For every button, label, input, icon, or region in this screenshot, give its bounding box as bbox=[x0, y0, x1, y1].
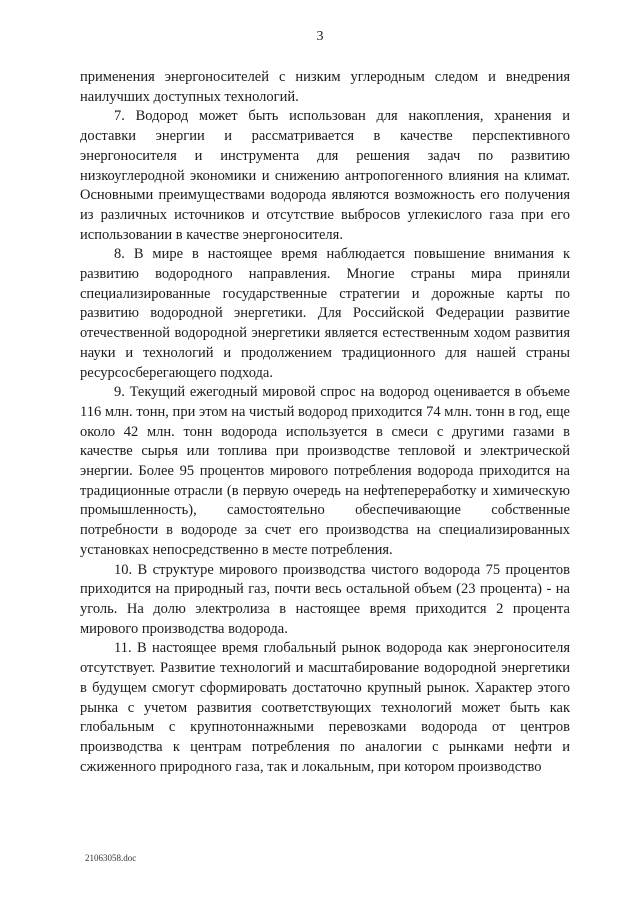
paragraph-9: 9. Текущий ежегодный мировой спрос на водород оценивается в объеме 116 млн. тонн, при этом на чистый водород приходится 74 млн. тонн в год, еще около 42 млн. тонн водорода используется в смеси с другими газами в качестве сырья или топлива при производстве тепловой и электрической энергии. Более 95 процентов мирового потребления водорода приходится на традиционные отрасли (в первую очередь на нефтепереработку и химическую промышленность), самостоятельно обеспечивающие собственные потребности в водороде за счет его производства на специализированных установках непосредственно в месте потребления. bbox=[80, 384, 570, 558]
body-text bbox=[80, 68, 570, 777]
paragraph-7: 7. Водород может быть использован для накопления, хранения и доставки энергии и рассматривается в качестве перспективного энергоносителя и инструмента для решения задач по развитию низкоуглеродной экономики и снижению антропогенного влияния на климат. Основными преимуществами водорода являются возможность его получения из различных источников и отсутствие выбросов углекислого газа при его использовании в качестве энергоносителя. bbox=[80, 108, 570, 243]
paragraph-10: 10. В структуре мирового производства чистого водорода 75 процентов приходится на природный газ, почти весь остальной объем (23 процента) - на уголь. На долю электролиза в настоящее время приходится 2 процента мирового производства водорода. bbox=[80, 561, 570, 637]
paragraph-11: 11. В настоящее время глобальный рынок водорода как энергоносителя отсутствует. Развитие технологий и масштабирование водородной энергетики в будущем смогут сформировать достаточно крупный рынок. Характер этого рынка с учетом развития соответствующих технологий может быть как глобальным с крупнотоннажными перевозками водорода от центров производства к центрам потребления по аналогии с рынками нефти и сжиженного природного газа, так и локальным, при котором производство bbox=[80, 640, 570, 775]
footer-filename: 21063058.doc bbox=[85, 853, 137, 863]
paragraph-continuation: применения энергоносителей с низким углеродным следом и внедрения наилучших доступных технологий. bbox=[80, 69, 570, 105]
page-number: 3 bbox=[316, 29, 324, 44]
paragraph-8: 8. В мире в настоящее время наблюдается повышение внимания к развитию водородного направления. Многие страны мира приняли специализированные государственные стратегии и дорожные карты по развитию водородной энергетики. Для Российской Федерации развитие отечественной водородной энергетики является естественным ходом развития науки и технологий и продолжением традиционного для нашей страны ресурсосберегающего подхода. bbox=[80, 246, 570, 381]
